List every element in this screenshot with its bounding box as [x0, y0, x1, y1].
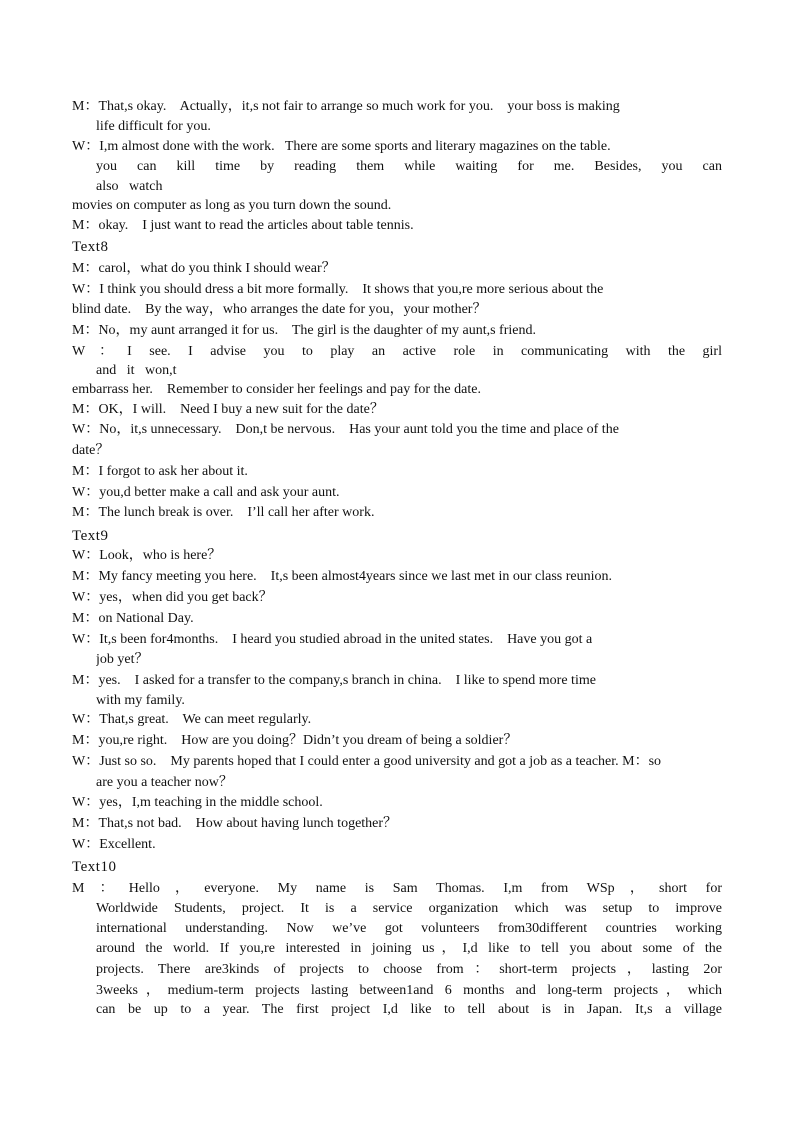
dialogue-line: blind date. By the way，who arranges the date for you，your mother？ — [72, 302, 487, 317]
dialogue-line: and it won,t — [96, 363, 177, 378]
section-heading: Text10 — [72, 859, 117, 875]
dialogue-line: W：Excellent. — [72, 837, 156, 852]
dialogue-line: movies on computer as long as you turn down the sound. — [72, 198, 392, 213]
dialogue-line: W：I think you should dress a bit more formally. It shows that you,re more serious about the — [72, 282, 604, 297]
dialogue-line: M：The lunch break is over. I’ll call her after work. — [72, 505, 375, 520]
dialogue-line: life difficult for you. — [96, 119, 211, 134]
dialogue-line: W：It,s been for4months. I heard you studied abroad in the united states. Have you got a — [72, 632, 593, 647]
dialogue-line: with my family. — [96, 693, 185, 708]
dialogue-line: M：you,re right. How are you doing？Didn’t you dream of being a soldier？ — [72, 733, 518, 748]
dialogue-line: M：OK，I will. Need I buy a new suit for the date？ — [72, 402, 384, 417]
dialogue-line: international understanding. Now we’ve got volunteers from30different countries working — [96, 921, 722, 936]
dialogue-line: M：Hello，everyone. My name is Sam Thomas. I,m from WSp，short for — [72, 881, 722, 896]
dialogue-line: W：Just so so. My parents hoped that I could enter a good university and got a job as a teacher. M：so — [72, 754, 662, 769]
dialogue-line: date？ — [72, 443, 110, 458]
dialogue-line: M：on National Day. — [72, 611, 194, 626]
dialogue-line: M：I forgot to ask her about it. — [72, 464, 248, 479]
dialogue-line: W：you,d better make a call and ask your aunt. — [72, 485, 340, 500]
section-heading: Text8 — [72, 239, 109, 255]
dialogue-line: M：My fancy meeting you here. It,s been almost4years since we last met in our class reunion. — [72, 569, 613, 584]
dialogue-line: are you a teacher now？ — [96, 775, 233, 790]
dialogue-line: can be up to a year. The first project I,d like to tell about is in Japan. It,s a village — [96, 1002, 722, 1017]
dialogue-line: W：yes，I,m teaching in the middle school. — [72, 795, 323, 810]
dialogue-line: also watch — [96, 179, 163, 194]
dialogue-line: M：yes. I asked for a transfer to the company,s branch in china. I like to spend more time — [72, 673, 596, 688]
dialogue-line: W：I see. I advise you to play an active role in communicating with the girl — [72, 344, 722, 359]
dialogue-line: M：okay. I just want to read the articles about table tennis. — [72, 218, 414, 233]
dialogue-line: W：No，it,s unnecessary. Don,t be nervous. Has your aunt told you the time and place of the — [72, 422, 619, 437]
dialogue-line: W：That,s great. We can meet regularly. — [72, 712, 312, 727]
dialogue-line: W：I,m almost done with the work. There are some sports and literary magazines on the table. — [72, 139, 611, 154]
dialogue-line: M：carol，what do you think I should wear？ — [72, 261, 336, 276]
dialogue-line: W：Look，who is here？ — [72, 548, 222, 563]
dialogue-line: embarrass her. Remember to consider her feelings and pay for the date. — [72, 382, 481, 397]
dialogue-line: M：No，my aunt arranged it for us. The girl is the daughter of my aunt,s friend. — [72, 323, 536, 338]
dialogue-line: around the world. If you,re interested in joining us，I,d like to tell you about some of the — [96, 941, 722, 956]
section-heading: Text9 — [72, 528, 109, 544]
dialogue-line: M：That,s okay. Actually，it,s not fair to arrange so much work for you. your boss is making — [72, 99, 620, 114]
dialogue-line: you can kill time by reading them while waiting for me. Besides, you can — [96, 159, 722, 174]
dialogue-line: 3weeks，medium-term projects lasting between1and 6 months and long-term projects，which — [96, 983, 722, 998]
dialogue-line: projects. There are3kinds of projects to choose from：short-term projects，lasting 2or — [96, 962, 722, 977]
dialogue-line: job yet？ — [96, 652, 149, 667]
dialogue-line: Worldwide Students, project. It is a service organization which was setup to improve — [96, 901, 722, 916]
dialogue-line: M：That,s not bad. How about having lunch together？ — [72, 816, 398, 831]
dialogue-line: W：yes，when did you get back？ — [72, 590, 273, 605]
